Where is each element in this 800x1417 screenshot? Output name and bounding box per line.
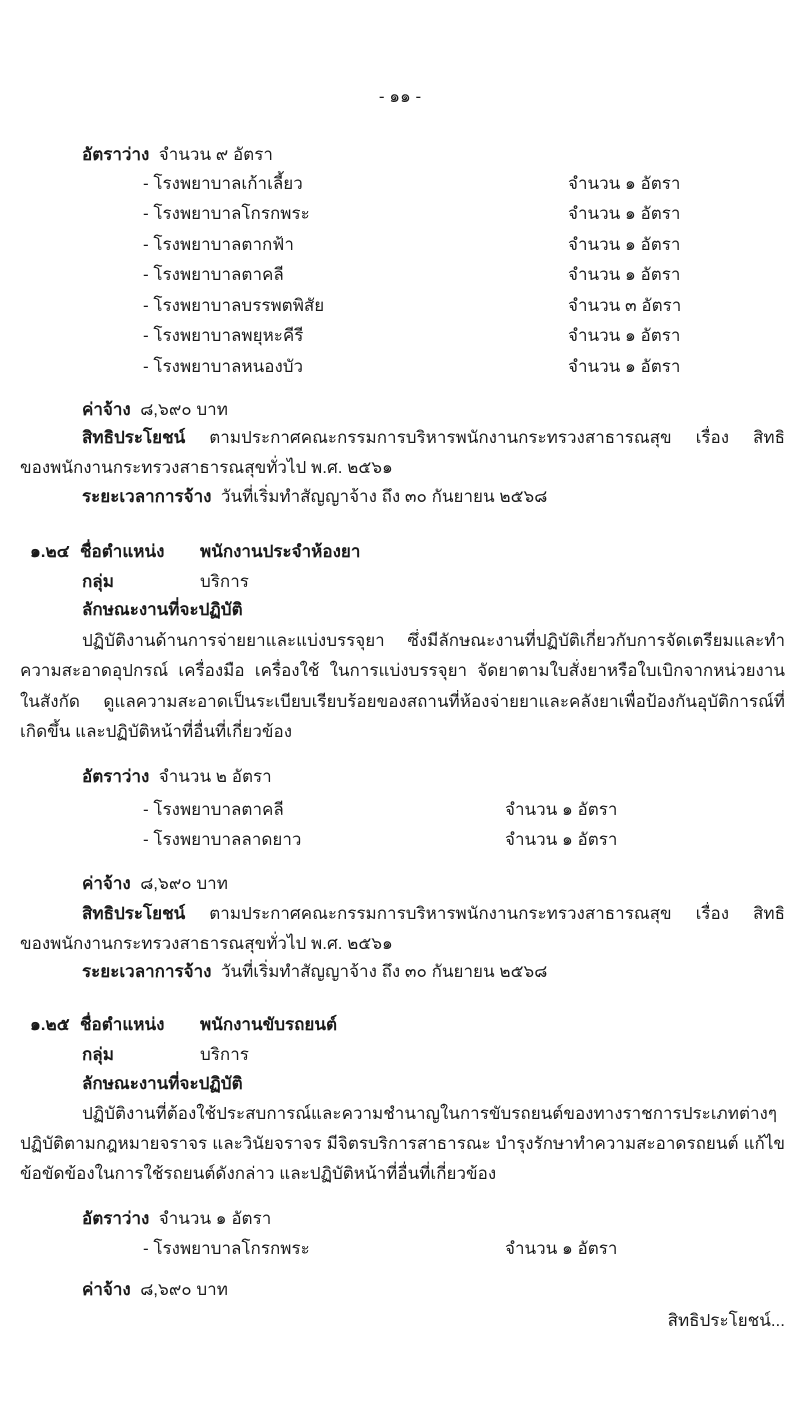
position-title: พนักงานประจำห้องยา <box>200 542 361 561</box>
hospital-name: - โรงพยาบาลหนองบัว <box>143 357 304 376</box>
hospital-name: - โรงพยาบาลตาคลี <box>143 265 284 284</box>
wage-label: ค่าจ้าง <box>82 400 131 419</box>
period-text: วันที่เริ่มทำสัญญาจ้าง ถึง ๓๐ กันยายน ๒๕๖๘ <box>220 487 548 506</box>
page-number: - ๑๑ - <box>378 87 422 106</box>
vacancy-label: อัตราว่าง <box>82 767 150 786</box>
continuation-text: สิทธิประโยชน์... <box>667 1311 785 1330</box>
hospital-count: จำนวน ๓ อัตรา <box>568 296 682 315</box>
position-title: พนักงานขับรถยนต์ <box>200 1015 338 1034</box>
position-name-label: ชื่อตำแหน่ง <box>80 542 165 561</box>
vacancy-label: อัตราว่าง <box>82 145 150 164</box>
group-value: บริการ <box>200 1045 249 1064</box>
duties-line: ความสะอาดอุปกรณ์ เครื่องมือ เครื่องใช้ ในการแบ่งบรรจุยา จัดยาตามใบสั่งยาหรือใบเบิกจากหน่วยงาน <box>20 661 785 680</box>
section-number: ๑.๒๔ <box>30 542 70 561</box>
wage-label: ค่าจ้าง <box>82 874 131 893</box>
benefits-line <box>82 902 785 926</box>
wage-line <box>82 872 228 896</box>
hospital-name: - โรงพยาบาลลาดยาว <box>143 830 302 849</box>
vacancy-heading <box>82 765 272 789</box>
duties-line: ในสังกัด ดูแลความสะอาดเป็นระเบียบเรียบร้อยของสถานที่ห้องจ่ายยาและคลังยาเพื่อป้องกันอุบัติการณ์ที่ <box>20 692 785 711</box>
vacancy-count: จำนวน ๑ อัตรา <box>158 1209 272 1228</box>
duties-heading: ลักษณะงานที่จะปฏิบัติ <box>82 600 243 619</box>
wage-line <box>82 1278 228 1302</box>
period-label: ระยะเวลาการจ้าง <box>82 487 212 506</box>
hospital-count: จำนวน ๑ อัตรา <box>505 1239 618 1258</box>
period-line <box>82 960 547 984</box>
wage-label: ค่าจ้าง <box>82 1280 131 1299</box>
position-name-label: ชื่อตำแหน่ง <box>80 1015 165 1034</box>
section-number: ๑.๒๕ <box>30 1015 70 1034</box>
hospital-count: จำนวน ๑ อัตรา <box>568 357 681 376</box>
wage-line <box>82 398 228 422</box>
duties-line: ปฏิบัติตามกฎหมายจราจร และวินัยจราจร มีจิตรบริการสาธารณะ บำรุงรักษาทำความสะอาดรถยนต์ แก้ไข <box>20 1134 785 1153</box>
hospital-count: จำนวน ๑ อัตรา <box>568 326 681 345</box>
benefits-line-2: ของพนักงานกระทรวงสาธารณสุขทั่วไป พ.ศ. ๒๕๖๑ <box>20 934 393 953</box>
group-label: กลุ่ม <box>82 572 114 591</box>
duties-line: ปฏิบัติงานด้านการจ่ายยาและแบ่งบรรจุยา ซึ่งมีลักษณะงานที่ปฏิบัติเกี่ยวกับการจัดเตรียมและทำ <box>82 631 785 650</box>
period-text: วันที่เริ่มทำสัญญาจ้าง ถึง ๓๐ กันยายน ๒๕๖๘ <box>220 962 548 981</box>
wage-value: ๘,๖๙๐ บาท <box>140 1280 228 1299</box>
benefits-line <box>82 426 785 450</box>
hospital-count: จำนวน ๑ อัตรา <box>568 204 681 223</box>
vacancy-count: จำนวน ๙ อัตรา <box>158 145 273 164</box>
wage-value: ๘,๖๙๐ บาท <box>140 874 228 893</box>
benefits-line-2: ของพนักงานกระทรวงสาธารณสุขทั่วไป พ.ศ. ๒๕๖๑ <box>20 458 393 477</box>
benefits-text: ตามประกาศคณะกรรมการบริหารพนักงานกระทรวงสาธารณสุข เรื่อง สิทธิ <box>209 428 785 447</box>
vacancy-heading <box>82 143 273 167</box>
hospital-name: - โรงพยาบาลตากฟ้า <box>143 235 294 254</box>
benefits-label: สิทธิประโยชน์ <box>82 428 186 447</box>
benefits-text: ตามประกาศคณะกรรมการบริหารพนักงานกระทรวงสาธารณสุข เรื่อง สิทธิ <box>209 904 785 923</box>
duties-heading: ลักษณะงานที่จะปฏิบัติ <box>82 1074 243 1093</box>
hospital-name: - โรงพยาบาลบรรพตพิสัย <box>143 296 325 315</box>
hospital-count: จำนวน ๑ อัตรา <box>505 830 618 849</box>
hospital-name: - โรงพยาบาลโกรกพระ <box>143 204 310 223</box>
hospital-count: จำนวน ๑ อัตรา <box>568 265 681 284</box>
period-line <box>82 485 547 509</box>
hospital-count: จำนวน ๑ อัตรา <box>568 235 681 254</box>
hospital-count: จำนวน ๑ อัตรา <box>568 174 681 193</box>
vacancy-label: อัตราว่าง <box>82 1209 150 1228</box>
duties-line: ปฏิบัติงานที่ต้องใช้ประสบการณ์และความชำนาญในการขับรถยนต์ของทางราชการประเภทต่างๆ <box>82 1104 777 1123</box>
hospital-name: - โรงพยาบาลตาคลี <box>143 800 284 819</box>
vacancy-count: จำนวน ๒ อัตรา <box>158 767 272 786</box>
wage-value: ๘,๖๙๐ บาท <box>140 400 228 419</box>
benefits-label: สิทธิประโยชน์ <box>82 904 186 923</box>
duties-line: เกิดขึ้น และปฏิบัติหน้าที่อื่นที่เกี่ยวข้อง <box>20 722 293 741</box>
hospital-name: - โรงพยาบาลโกรกพระ <box>143 1239 310 1258</box>
group-value: บริการ <box>200 572 249 591</box>
hospital-name: - โรงพยาบาลพยุหะคีรี <box>143 326 304 345</box>
duties-line: ข้อขัดข้องในการใช้รถยนต์ดังกล่าว และปฏิบัติหน้าที่อื่นที่เกี่ยวข้อง <box>20 1164 497 1183</box>
period-label: ระยะเวลาการจ้าง <box>82 962 212 981</box>
vacancy-heading <box>82 1207 271 1231</box>
hospital-name: - โรงพยาบาลเก้าเลี้ยว <box>143 174 303 193</box>
group-label: กลุ่ม <box>82 1045 114 1064</box>
hospital-count: จำนวน ๑ อัตรา <box>505 800 618 819</box>
